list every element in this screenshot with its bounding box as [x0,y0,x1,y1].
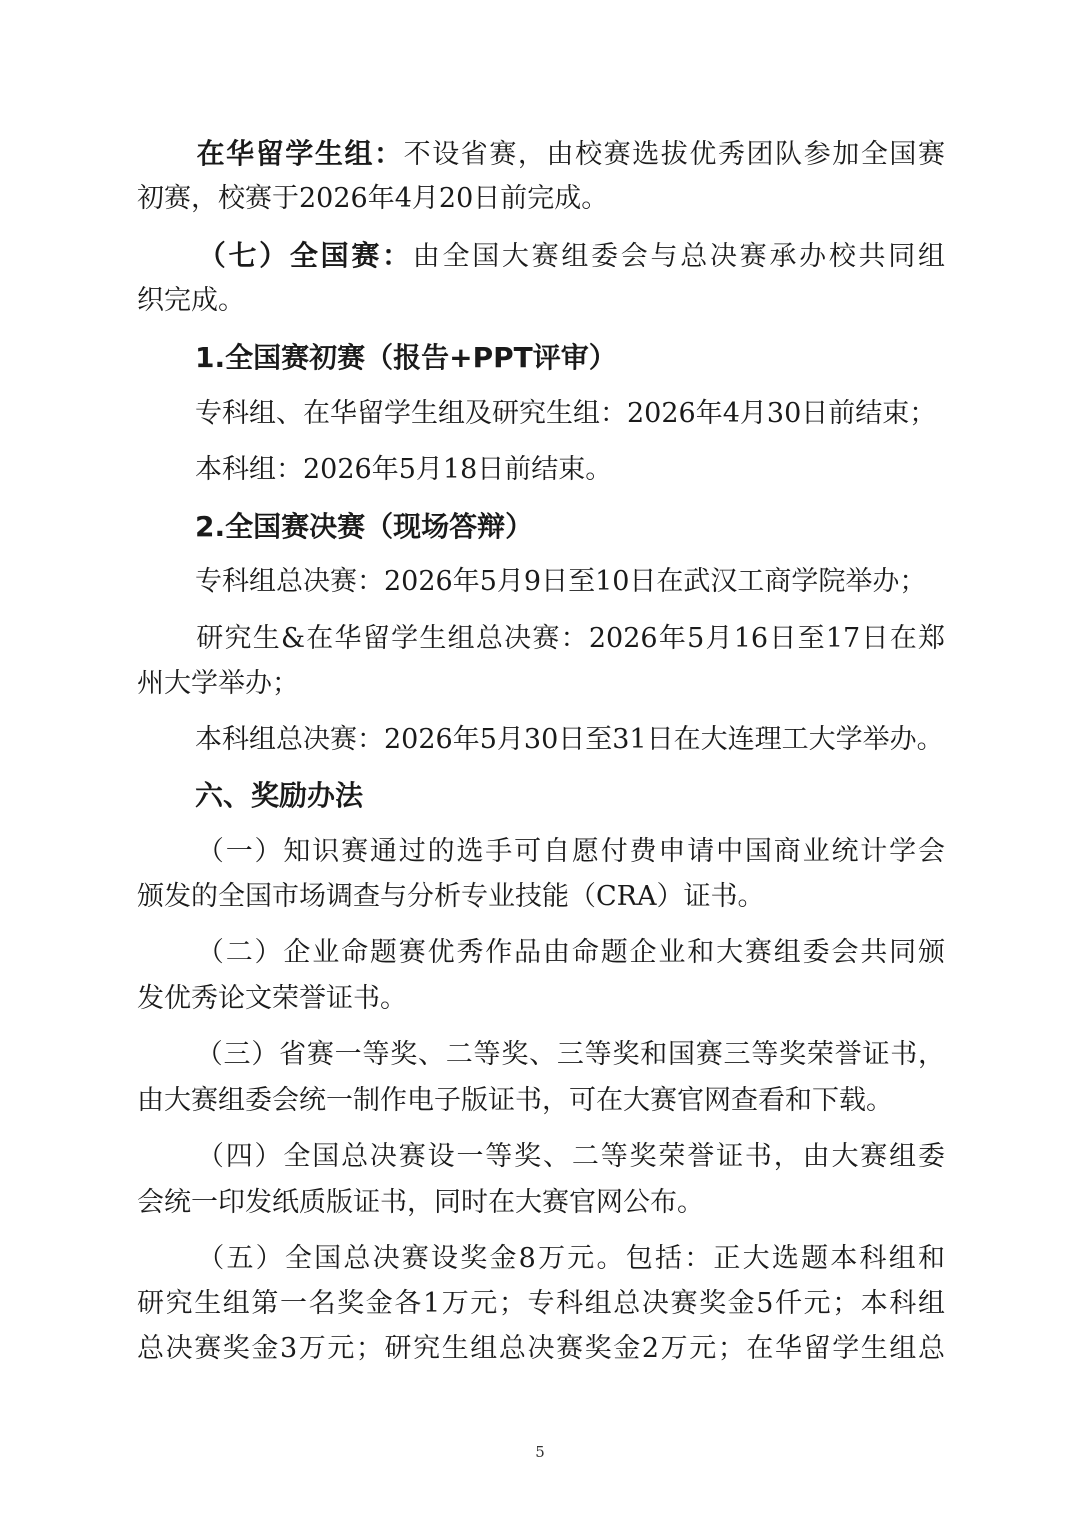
paragraph-national-line-1 [137,238,945,275]
award-4-line-1 [137,1139,945,1175]
award-4-line-2: 会统一印发纸质版证书，同时在大赛官网公布。 [137,1187,704,1218]
award-3-line-2: 由大赛组委会统一制作电子版证书，可在大赛官网查看和下载。 [137,1085,893,1116]
national-label: （七）全国赛： [195,239,413,272]
award-5-text: （五）全国总决赛设奖金8万元。包括：正大选题本科组和 [195,1243,945,1274]
award-5-line-3: 总决赛奖金3万元；研究生组总决赛奖金2万元；在华留学生组总 [137,1333,945,1364]
subheading-preliminary: 1.全国赛初赛（报告+PPT评审） [195,341,617,374]
subheading-final: 2.全国赛决赛（现场答辩） [195,510,534,543]
preliminary-deadline-2: 本科组：2026年5月18日前结束。 [195,454,613,485]
intl-students-text: 不设省赛，由校赛选拔优秀团队参加全国赛 [403,139,945,170]
final-schedule-3: 本科组总决赛：2026年5月30日至31日在大连理工大学举办。 [195,724,944,755]
final-schedule-2-line-2: 州大学举办； [137,668,299,699]
paragraph-national-line-2: 织完成。 [137,285,245,316]
award-3-line-1 [137,1037,945,1073]
award-1-line-1 [137,834,945,870]
final-schedule-1: 专科组总决赛：2026年5月9日至10日在武汉工商学院举办； [195,566,927,597]
award-1-text: （一）知识赛通过的选手可自愿付费申请中国商业统计学会 [195,836,945,867]
award-3-text: （三）省赛一等奖、二等奖、三等奖和国赛三等奖荣誉证书， [195,1039,945,1070]
paragraph-intl-students-line-1 [137,136,945,173]
award-1-line-2: 颁发的全国市场调查与分析专业技能（CRA）证书。 [137,881,765,912]
award-2-line-2: 发优秀论文荣誉证书。 [137,983,407,1014]
award-5-line-1 [137,1241,945,1277]
final-schedule-2-text: 研究生&在华留学生组总决赛：2026年5月16日至17日在郑 [195,623,945,654]
award-5-line-2: 研究生组第一名奖金各1万元；专科组总决赛奖金5仟元；本科组 [137,1288,945,1319]
award-4-text: （四）全国总决赛设一等奖、二等奖荣誉证书，由大赛组委 [195,1141,945,1172]
section-heading-awards: 六、奖励办法 [195,779,364,812]
award-2-line-1 [137,935,945,971]
paragraph-intl-students-line-2: 初赛，校赛于2026年4月20日前完成。 [137,183,609,214]
page-number: 5 [535,1443,545,1461]
preliminary-deadline-1: 专科组、在华留学生组及研究生组：2026年4月30日前结束； [195,398,937,429]
intl-students-label: 在华留学生组： [195,137,404,170]
final-schedule-2-line-1 [137,621,945,657]
award-2-text: （二）企业命题赛优秀作品由命题企业和大赛组委会共同颁 [195,937,945,968]
national-text: 由全国大赛组委会与总决赛承办校共同组 [412,241,945,272]
